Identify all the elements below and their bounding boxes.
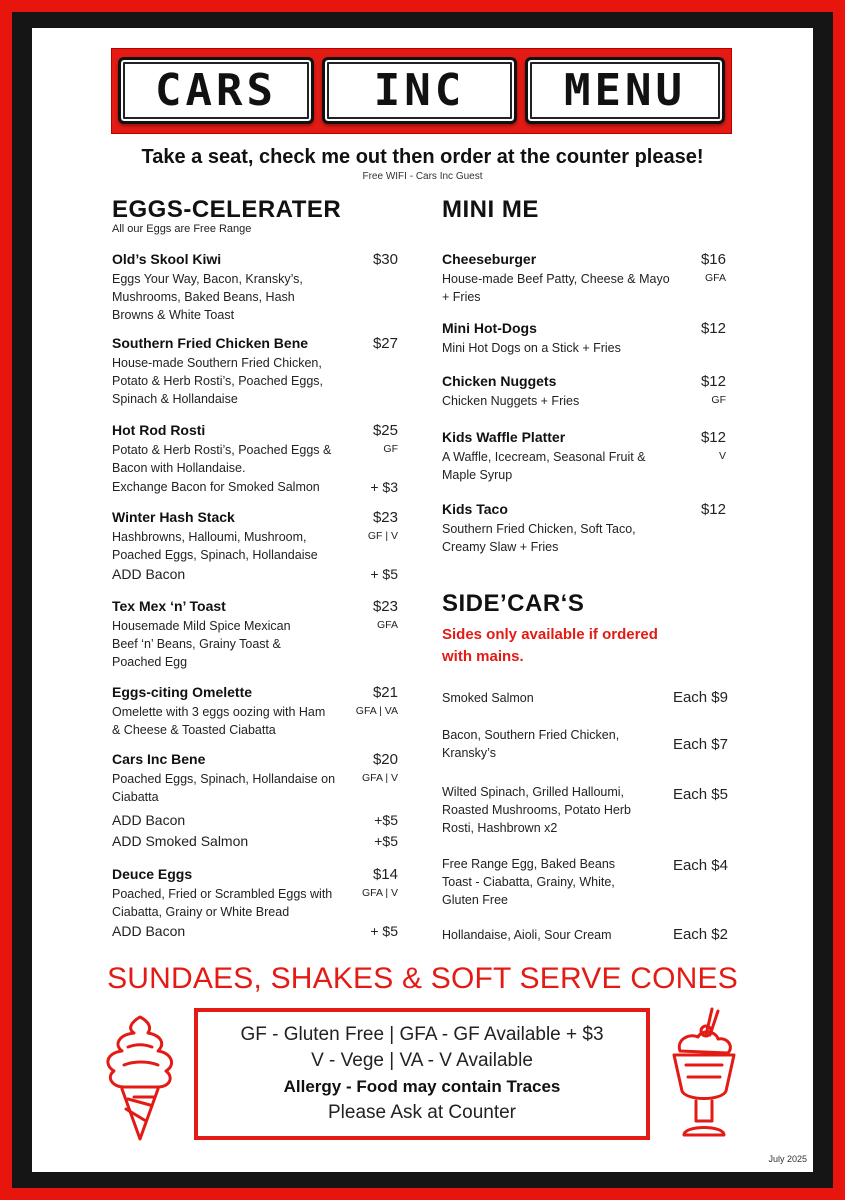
menu-item-mini-hot-dogs: [442, 320, 730, 357]
eggs-section-title: EGGS-CELERATER: [112, 196, 342, 223]
side-item: [442, 783, 728, 837]
side-item: [442, 926, 728, 944]
eggs-section-subtitle: All our Eggs are Free Range: [112, 223, 252, 235]
legend-line-allergy: Allergy - Food may contain Traces: [283, 1077, 561, 1096]
item-price: $23: [372, 509, 398, 526]
dietary-legend-box: [194, 1008, 650, 1140]
item-description: Mini Hot Dogs on a Stick + Fries: [442, 341, 621, 355]
dietary-tag: GFA: [376, 619, 398, 631]
item-description: Eggs Your Way, Bacon, Kransky’s, Mushrooms, Baked Beans, Hash Browns & White Toast: [112, 272, 303, 322]
item-price: $30: [372, 251, 398, 268]
side-description: Smoked Salmon: [442, 691, 534, 705]
side-price: Each $2: [672, 926, 728, 943]
legend-line-v: V - Vege | VA - V Available: [311, 1050, 533, 1071]
addon-price: + $5: [370, 923, 398, 939]
item-price: $25: [372, 422, 398, 439]
menu-item-cheeseburger: [442, 251, 730, 306]
sides-section-title: SIDE’CAR‘S: [442, 590, 585, 617]
side-item: [442, 689, 728, 707]
menu-item-olds-skool-kiwi: [112, 251, 402, 324]
item-description: A Waffle, Icecream, Seasonal Fruit & Maple Syrup: [442, 450, 646, 482]
item-price: $14: [372, 866, 398, 883]
dietary-tag: GFA | V: [362, 772, 398, 784]
side-item: [442, 726, 728, 762]
item-price: $21: [372, 684, 398, 701]
addon-row: [112, 564, 402, 585]
sides-note: Sides only available if ordered with mains.: [442, 626, 658, 665]
addon-label: ADD Smoked Salmon: [112, 833, 249, 849]
item-description: Chicken Nuggets + Fries: [442, 394, 580, 408]
side-description: Bacon, Southern Fried Chicken, Kransky’s: [442, 728, 620, 760]
item-price: $16: [700, 251, 726, 268]
addon-label: ADD Bacon: [112, 566, 186, 582]
item-description: Housemade Mild Spice Mexican Beef ‘n’ Beans, Grainy Toast & Poached Egg: [112, 619, 291, 669]
legend-line-ask: Please Ask at Counter: [328, 1102, 516, 1123]
menu-item-eggs-citing-omelette: [112, 684, 402, 739]
dietary-tag: GF | V: [367, 530, 398, 542]
item-name: Cheeseburger: [442, 251, 537, 267]
item-description: Southern Fried Chicken, Soft Taco, Creamy Slaw + Fries: [442, 522, 636, 554]
item-name: Hot Rod Rosti: [112, 422, 206, 438]
menu-item-deuce-eggs: [112, 866, 402, 942]
item-description: Hashbrowns, Halloumi, Mushroom, Poached Eggs, Spinach, Hollandaise: [112, 530, 318, 562]
dietary-tag: GF: [383, 443, 398, 455]
dietary-tag: GFA | VA: [355, 705, 398, 717]
item-description: House-made Beef Patty, Cheese & Mayo + Fries: [442, 272, 670, 304]
addon-row: [112, 831, 402, 852]
item-name: Kids Taco: [442, 501, 508, 517]
addon-label: Exchange Bacon for Smoked Salmon: [112, 480, 320, 494]
item-name: Deuce Eggs: [112, 866, 193, 882]
side-item: [442, 855, 728, 909]
item-name: Eggs-citing Omelette: [112, 684, 253, 700]
item-price: $20: [372, 751, 398, 768]
item-name: Old’s Skool Kiwi: [112, 251, 222, 267]
side-description: Hollandaise, Aioli, Sour Cream: [442, 928, 612, 942]
item-price: $12: [700, 373, 726, 390]
item-name: Tex Mex ‘n’ Toast: [112, 598, 226, 614]
addon-price: + $5: [370, 566, 398, 582]
dietary-tag: GFA | V: [362, 887, 398, 899]
milkshake-icon: [666, 1005, 742, 1145]
menu-page: [32, 28, 813, 1172]
item-price: $12: [700, 429, 726, 446]
wifi-note: Free WIFI - Cars Inc Guest: [362, 171, 483, 182]
item-price: $27: [372, 335, 398, 352]
item-description: House-made Southern Fried Chicken, Potato & Herb Rosti’s, Poached Eggs, Spinach & Hollandaise: [112, 356, 323, 406]
menu-item-southern-fried-chicken-bene: [112, 335, 402, 408]
item-description: Poached Eggs, Spinach, Hollandaise on Ciabatta: [112, 772, 336, 804]
dietary-tag: GF: [711, 394, 726, 406]
addon-price: + $3: [370, 479, 398, 495]
menu-date: July 2025: [768, 1154, 807, 1164]
side-price: Each $5: [672, 786, 728, 803]
menu-item-tex-mex-n-toast: [112, 598, 402, 671]
item-description: Omelette with 3 eggs oozing with Ham & Cheese & Toasted Ciabatta: [112, 705, 326, 737]
item-description: Poached, Fried or Scrambled Eggs with Ciabatta, Grainy or White Bread: [112, 887, 333, 919]
item-name: Southern Fried Chicken Bene: [112, 335, 309, 351]
mini-me-section-title: MINI ME: [442, 196, 539, 223]
plate-menu: MENU: [525, 57, 725, 124]
plate-cars: CARS: [118, 57, 314, 124]
ice-cream-cone-icon: [100, 1013, 180, 1143]
item-name: Chicken Nuggets: [442, 373, 557, 389]
side-description: Free Range Egg, Baked Beans Toast - Ciabatta, Grainy, White, Gluten Free: [442, 857, 616, 907]
addon-label: ADD Bacon: [112, 812, 186, 828]
tagline: Take a seat, check me out then order at the counter please!: [141, 146, 704, 168]
dietary-tag: V: [718, 450, 726, 462]
item-price: $23: [372, 598, 398, 615]
item-description: Potato & Herb Rosti’s, Poached Eggs & Bacon with Hollandaise.: [112, 443, 332, 475]
side-price: Each $7: [672, 736, 728, 753]
addon-price: +$5: [374, 833, 398, 849]
addon-row: [112, 921, 402, 942]
addon-row: [112, 810, 402, 831]
addon-label: ADD Bacon: [112, 923, 186, 939]
menu-item-kids-waffle-platter: [442, 429, 730, 484]
menu-item-cars-inc-bene: [112, 751, 402, 852]
title-banner: [111, 48, 732, 134]
item-name: Cars Inc Bene: [112, 751, 206, 767]
side-description: Wilted Spinach, Grilled Halloumi, Roasted Mushrooms, Potato Herb Rosti, Hashbrown x2: [442, 785, 631, 835]
legend-line-gf: GF - Gluten Free | GFA - GF Available + $3: [240, 1024, 604, 1045]
sundaes-heading: SUNDAES, SHAKES & SOFT SERVE CONES: [107, 962, 738, 995]
plate-inc: INC: [322, 57, 517, 124]
item-name: Mini Hot-Dogs: [442, 320, 537, 336]
menu-item-winter-hash-stack: [112, 509, 402, 585]
addon-price: +$5: [374, 812, 398, 828]
menu-item-chicken-nuggets: [442, 373, 730, 410]
menu-item-kids-taco: [442, 501, 730, 556]
item-name: Kids Waffle Platter: [442, 429, 566, 445]
item-name: Winter Hash Stack: [112, 509, 235, 525]
menu-item-hot-rod-rosti: [112, 422, 402, 498]
side-price: Each $9: [672, 689, 728, 706]
item-price: $12: [700, 320, 726, 337]
item-price: $12: [700, 501, 726, 518]
addon-row: [112, 477, 402, 498]
side-price: Each $4: [672, 857, 728, 874]
dietary-tag: GFA: [704, 272, 726, 284]
